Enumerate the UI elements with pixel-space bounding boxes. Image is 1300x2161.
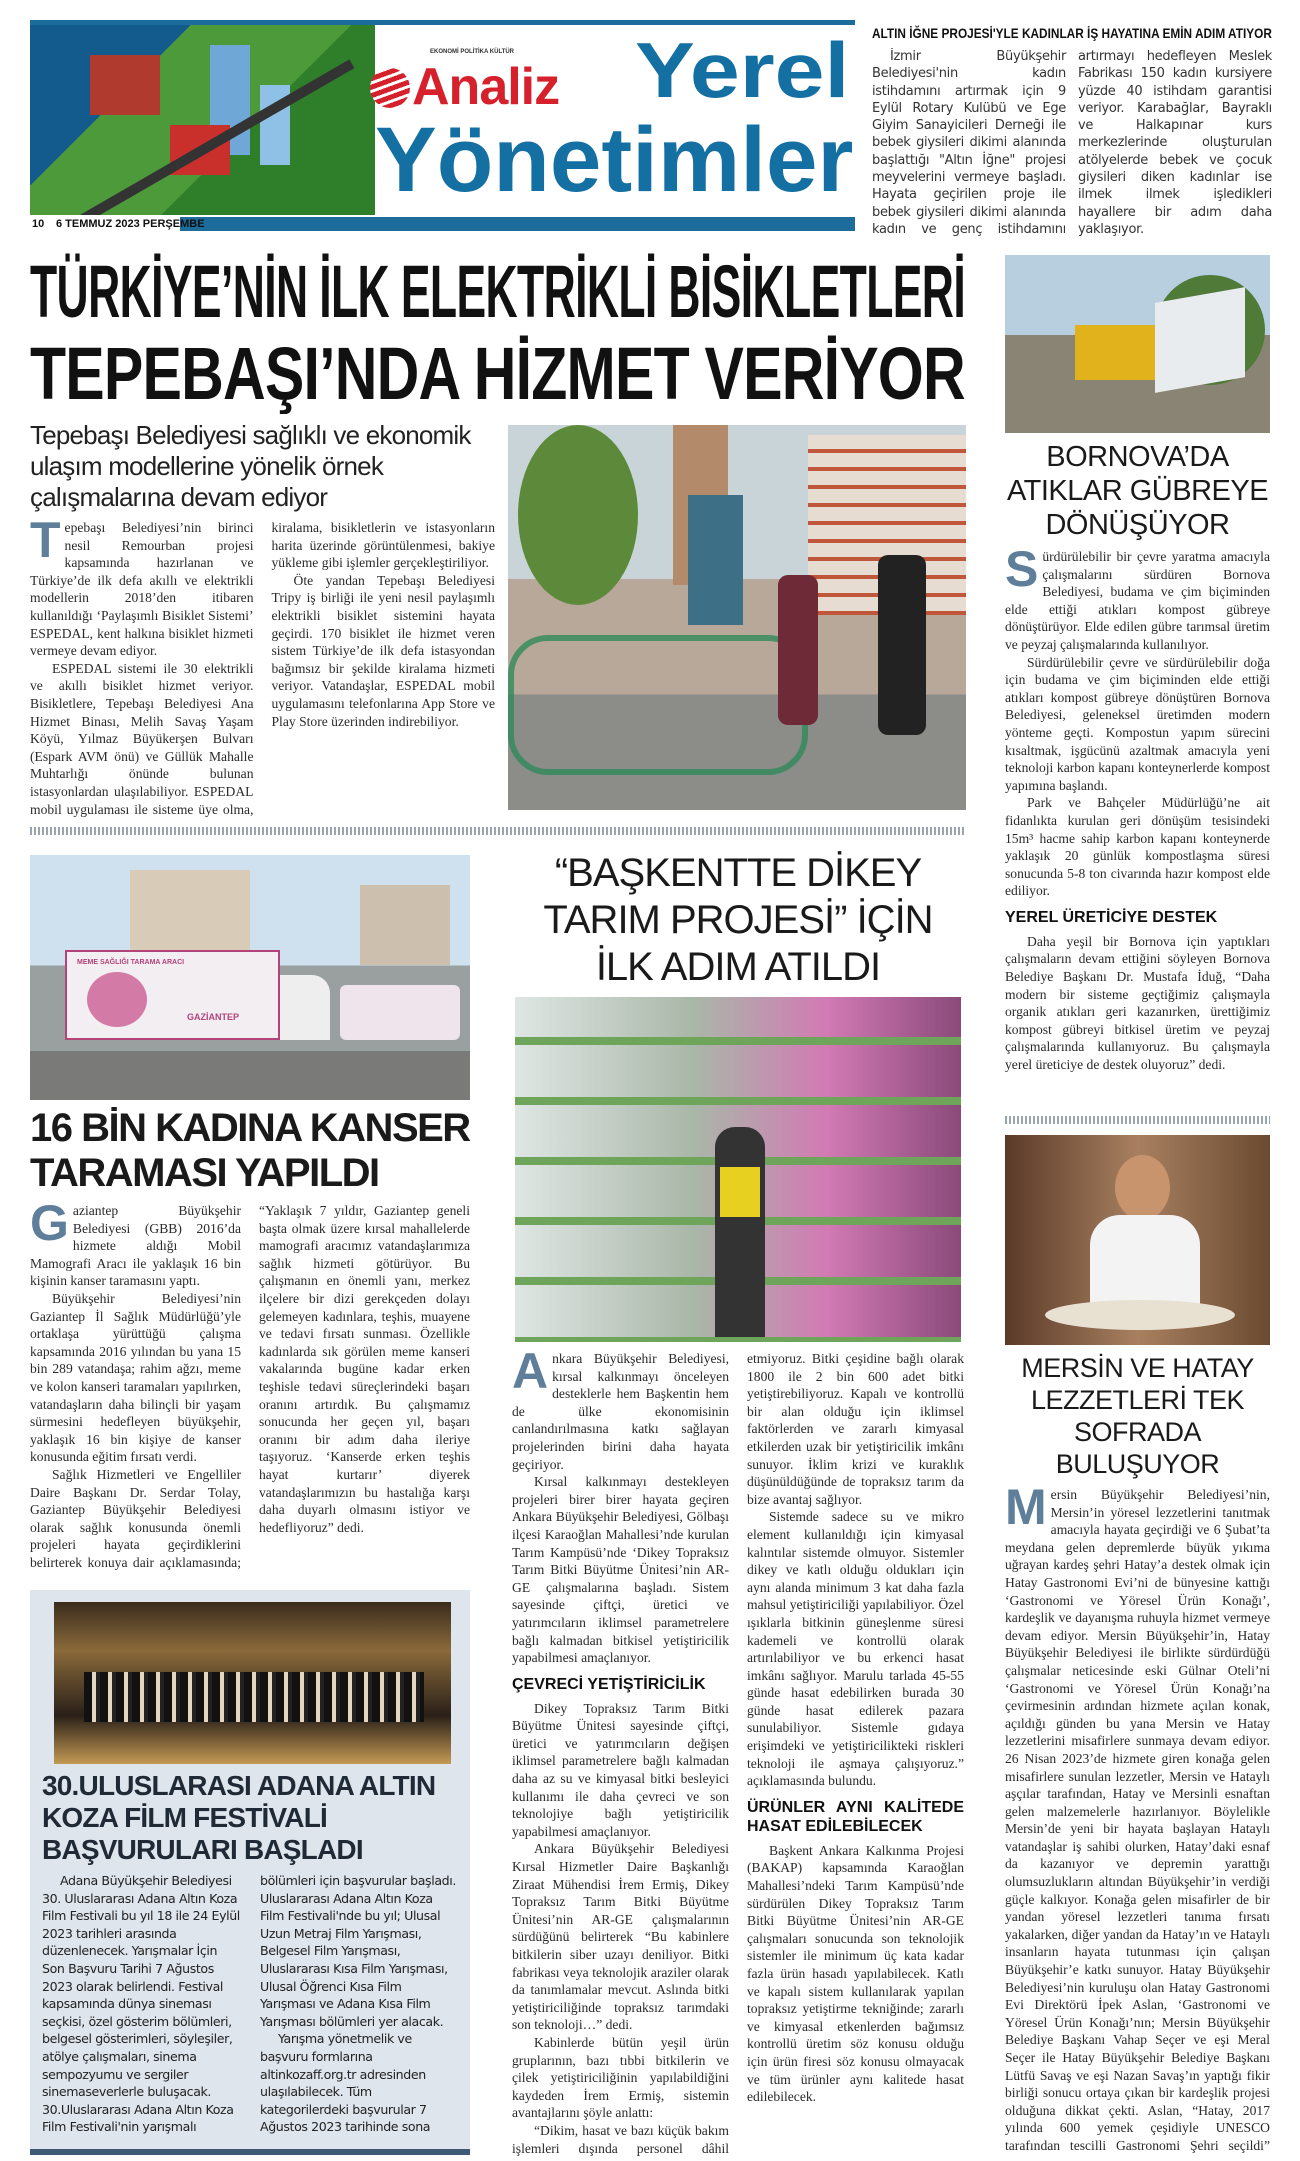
lead-body: Tepebaşı Belediyesi’nin birinci nesil Remourban projesi kapsamında hazırlanan ve Türkiye’de ilk defa akıllı ve elektrikli modellerin 2018’den itibaren kullanıldığı ‘Paylaşımlı Bisiklet Sistemi’ ESPEDAL, kent halkına bisiklet hizmeti vermeye devam ediyor. ESPEDAL sistemi ile 30 elektrikli ve akıllı bisiklet hizmet veriyor. Bisikletlere, Tepebaşı Belediyesi Ana Hizmet Binası, Melih Savaş Yaşam Köyü, Yılmaz Büyükerşen Bulvarı (Espark AVM önü) ve Güllük Mahalle Muhtarlığı önünde bulunan istasyonlardan ulaşılabiliyor. ESPEDAL mobil uygulaması ile sisteme üye olma, kiralama, bisikletlerin ve istasyonların harita üzerinde görüntülenmesi, bakiye yükleme gibi işlemler gerçekleştiriliyor. Öte yandan Tepebaşı Belediyesi Tripy iş birliği ile yeni nesil paylaşımlı elektrikli bisiklet sistemini hayata geçirdi. 170 bisiklet ile hizmet veren sistem Türkiye’de ilk defa istasyondan bağımsız bir şekilde kiralama hizmeti veriyor. Vatandaşlar, ESPEDAL mobil uygulamasını telefonlarına App Store ve Play Store üzerinden indirebiliyor. [30, 519, 495, 817]
issue-date: 6 TEMMUZ 2023 PERŞEMBE [56, 218, 205, 230]
subheading: ÜRÜNLER AYNI KALİTEDE HASAT EDİLEBİLECEK [747, 1798, 964, 1835]
mammography-truck-photo [30, 855, 470, 1100]
bike-station-photo [508, 425, 966, 810]
dikey-body: Ankara Büyükşehir Belediyesi, kırsal kalkınmayı önceleyen desteklerle hem Başkentin hem de ülke ekonomisinin canlandırılmasına katkı sağlayan projelerinden birini daha hayata geçiriyor. Kırsal kalkınmayı destekleyen projeleri birer birer hayata geçiren Ankara Büyükşehir Belediyesi, Gölbaşı ilçesi Karaoğlan Mahallesi’nde kurulan Tarım Kampüsü’nde ‘Dikey Topraksız Tarım Bitki Büyütme Ünitesi’nin AR-GE çalışmalarına başladı. Sistem sayesinde çiftçi, üretici ve yatırımcıların iklimsel parametrelere bağlı kalmadan bitkisel yetiştiricilik yapabilmesi amaçlanıyor. ÇEVRECİ YETİŞTİRİCİLİK Dikey Topraksız Tarım Bitki Büyütme Ünitesi sayesinde çiftçi, üretici ve yatırımcıların değişen iklimsel parametrelere bağlı kalmadan daha az su ve kimyasal bitki besleyici kullanımı ile daha çevreci ve son teknolojiye bağlı yetiştiricilik yapabilmesi amaçlanıyor. Ankara Büyükşehir Belediyesi Kırsal Hizmetler Daire Başkanlığı Ziraat Mühendisi İrem Ermiş, Dikey Topraksız Tarım Bitki Büyütme Ünitesi’nin AR-GE çalışmalarının sürdüğünü belirterek “Bu kabinlere bitkilerin siber uzayı deniliyor. Bitki fabrikası veya teknolojik araziler olarak da tanımlamalar mevcut. Aslında bitki yetiştiriciliğinde topraksız tarımdaki son teknoloji…” dedi. Kabinlerde bütün yeşil ürün gruplarının, bazı tıbbi bitkilerin ve çilek yetiştiriciliğinin yapılabildiğini kaydeden İrem Ermiş, sistemin avantajlarını şöyle anlattı: “Dikim, hasat ve bazı küçük bakım işlemleri dışında personel dâhil etmiyoruz. Bitki çeşidine bağlı olarak 1800 ile 2 bin 600 adet bitki yetiştirebiliyoruz. Kapalı ve kontrollü bir alan olduğu için iklimsel faktörlerden ve zararlı kimyasal etkilerden uzak bir yetiştiricilik imkânı sunuyor. İklim krizi ve kuraklık düşünüldüğünde de topraksız tarım da bize avantaj sağlıyor. Sistemde sadece su ve mikro element kullanıldığı için kimyasal kalıntılar sistemde olmuyor. Sistemler dikey ve katlı olduğu oldukları için aynı alanda minimum 3 kat daha fazla mahsul yetiştiriciliği yapılabiliyor. Özel ışıklarla bitkinin güneşlenme süresi kademeli ve kontrollü olarak artırılabiliyor ve bu erkenci hasat imkânı sağlıyor. Marulu tarlada 45-55 günde hasat edebilirken burada 30 günde hasat edilerek pazara sunulabiliyor. Sistemle gıdaya erişimdeki ve yetiştiricilikteki riskleri teknoloji ile aşmaya çalışıyoruz.” açıklamasında bulundu. ÜRÜNLER AYNI KALİTEDE HASAT EDİLEBİLECEK Başkent Ankara Kalkınma Projesi (BAKAP) kapsamında Karaoğlan Mahallesi’ndeki Tarım Kampüsü’nde sürdürülen Dikey Topraksız Tarım Bitki Büyütme Ünitesi’nin AR-GE çalışmaları sonucunda son teknolojik sistemler ile minimum üç kata kadar fazla ürün hasadı yapılabilecek. Katlı ve kapalı sistem kullanılarak yapılan topraksız yetiştirme tekniğinde; zararlı ve kimyasal etkenlerden bağımsız kontrollü üretim söz konusu olduğu için ürün firesi söz konusu olmayacak ve tüm ürünler aynı kalitede hasat edilebilecek. [512, 1350, 964, 2156]
film-body: Adana Büyükşehir Belediyesi 30. Uluslararası Adana Altın Koza Film Festivali bu yıl 18 ile 24 Eylül 2023 tarihleri arasında düzenlenecek. Yarışmalar İçin Son Başvuru Tarihi 7 Ağustos 2023 olarak belirlendi. Festival kapsamında dünya sineması seçkisi, özel gösterim bölümleri, belgesel gösterimleri, söyleşiler, atölye çalışmaları, sinema sempozyumu ve sergiler sinemaseverlerle buluşacak. 30.Uluslararası Adana Altın Koza Film Festivali'nin yarışmalı bölümleri için başvurular başladı. Uluslararası Adana Altın Koza Film Festivali'nde bu yıl; Ulusal Uzun Metraj Film Yarışması, Belgesel Film Yarışması, Uluslararası Kısa Film Yarışması, Ulusal Öğrenci Kısa Film Yarışması ve Adana Kısa Film Yarışması bölümleri yer alacak. Yarışma yönetmelik ve başvuru formlarına altinkozaff.org.tr adresinden ulaşılabilecek. Tüm kategorilerdeki başvurular 7 Ağustos 2023 tarihinde sona [42, 1873, 456, 2135]
vertical-farm-photo [515, 997, 961, 1342]
mersin-headline: MERSİN VE HATAY LEZZETLERİ TEK SOFRADA BULUŞUYOR [1021, 1353, 1254, 1479]
article-body: İzmir Büyükşehir Belediyesi'nin kadın istihdamını artırmak için 9 Eylül Rotary Kulübü ve Ege Giyim Sanayicileri Derneği ile bebek giysileri dikimi alanında başlattığı "Altın İğne" projesi meyvelerini vermeye başladı. Hayata geçirilen proje ile bebek giysileri dikimi alanında kadın ve genç istihdamını artırmayı hedefleyen Meslek Fabrikası 150 kadın kursiyere yüzde 40 istihdam garantisi veriyor. Karabağlar, Bayraklı ve Halkapınar kurs merkezlerinde oluşturulan atölyelerde bebek ve çocuk giysileri diken kadınlar ise ilmek ilmek işledikleri hayallere bir adım daha yaklaşıyor. [872, 49, 1272, 237]
section-divider [30, 827, 965, 835]
headline: ALTIN İĞNE PROJESİ'YLE KADINLAR İŞ HAYATINA EMİN ADIM ATIYOR [872, 25, 1272, 41]
truck-city-label: GAZİANTEP [187, 1012, 240, 1022]
compost-container-photo [1005, 255, 1270, 433]
festival-stage-photo [54, 1602, 451, 1764]
brand-name: Analiz [412, 58, 560, 116]
dikey-column [512, 850, 964, 2158]
dropcap: T [30, 519, 61, 568]
kanser-column [30, 1106, 470, 1582]
city-illustration [30, 25, 375, 215]
brand-swirl-icon [370, 68, 410, 108]
lead-headline-2: TEPEBAŞI’NDA HİZMET VERİYOR [30, 334, 965, 414]
film-festival-box [30, 1590, 470, 2155]
bornova-body: Sürdürülebilir bir çevre yaratma amacıyla çalışmalarını sürdüren Bornova Belediyesi, budama ve çim biçiminden elde ettiği atıkları kompost gübreye dönüştürüyor. Elde edilen gübre tarımsal üretim ve peyzaj çalışmalarında kullanılıyor. Sürdürülebilir çevre ve sürdürülebilir doğa için budama ve çim biçiminden elde ettiği atıkları kompost gübreye dönüştüren Bornova Belediyesi, geleneksel üretimden modern yönteme geçti. Kompostun yapım sürecini kısaltmak, işgücünü azaltmak amacıyla yeni teknoloji karbon kapanı konteynerlerde kompost yapımına başlandı. Park ve Bahçeler Müdürlüğü’ne ait fidanlıkta kurulan geri dönüşüm tesisindeki 15m³ hacme sahip karbon kapanı konteynerde yaklaşık 20 günlük kompostlaşma süresi sonucunda 5-8 ton civarında hazır kompost elde ediliyor. YEREL ÜRETİCİYE DESTEK Daha yeşil bir Bornova için yaptıkları çalışmaların devam ettiğini söyleyen Bornova Belediye Başkanı Dr. Mustafa İduğ, “Daha modern bir sisteme geçtiğimiz çalışmayla organik atıkları geri kazanırken, ürettiğimiz kompost gübreyi bitkisel üretim ve peyzaj çalışmalarında kullanıyoruz. Bu çalışmayla yerel üreticiye de destek oluyoruz” dedi. [1005, 548, 1270, 1073]
bornova-column [1005, 440, 1270, 1108]
dropcap: A [512, 1350, 549, 1399]
section-title-line1: Yerel [635, 26, 850, 114]
mersin-body: Mersin Büyükşehir Belediyesi’nin, Mersin’in yöresel lezzetlerini tanıtmak amacıyla hayata geçirdiği ve 6 Şubat’ta meydana gelen depremlerde büyük yıkıma uğrayan kardeş şehri Hatay’a destek olmak için Hatay Gastronomi Evi’ni de bünyesine kattığı ‘Gastronomi ve Yöresel Ürün Konağı’, kardeşlik ve dayanışma ruhuyla hizmet vermeye devam ediyor. Mersin Büyükşehir’in, Hatay Büyükşehir Belediyesi ile birlikte sürdürdüğü çalışmalar neticesinde eski Gülnar Oteli’ni ‘Gastronomi ve Yöresel Ürün Konağı’na çevirmesinin ardından hizmete açılan konak, açıldığı günden bu yana Mersin ve Hatay lezzetlerini misafirlere sunmaya devam ediyor. 26 Nisan 2023’de hizmete giren konağa gelen misafirlere sunulan lezzetler, Mersin ve Hataylı aşçılar tarafından, Hatay ve Mersinli esnaftan gelen malzemelerle hazırlanıyor. Böylelikle Mersin’de yeni bir hayata başlayan Hataylı vatandaşlar iş sahibi olurken, Hatay’daki esnaf da kazanıyor ve depremin yarattığı olumsuzlukların altından Büyükşehir’in verdiği güçle kalkıyor. Konağa gelen misafirler de bir yandan yöresel lezzetleri tanıma fırsatı yakalarken, diğer yandan da Hatay’ın ve Hataylı insanların hayata tutunması için çalışan Büyükşehir’e katkı sunuyor. Hatay Büyükşehir Belediyesi’nin kuruluşu olan Hatay Gastronomi Evi Direktörü İpek Aslan, ‘Gastronomi ve Yöresel Ürün Konağı’nın; Mersin Büyükşehir Belediye Başkanı Vahap Seçer ve eşi Meral Seçer ile Hatay Büyükşehir Belediye Başkanı Lütfü Savaş ve eşi Nazan Savaş’ın yaptığı fikir birliği sonucu ortaya çıkan bir kardeşlik projesi olduğuna dikkat çekti. Aslan, “Hatay, 2017 yılında 600 yemek çeşidiyle UNESCO tarafından tescilli Gastronomi Şehri seçildi” [1005, 1486, 1270, 2153]
page-number: 10 [32, 218, 45, 230]
dropcap: G [30, 1202, 69, 1251]
subheading: YEREL ÜRETİCİYE DESTEK [1005, 908, 1218, 926]
masthead [30, 20, 855, 238]
date-bar [30, 217, 855, 231]
dikey-headline: “BAŞKENTTE DİKEY TARIM PROJESİ” İÇİN İLK ADIM ATILDI [543, 851, 933, 989]
dropcap: M [1005, 1486, 1047, 1535]
bornova-headline: BORNOVA’DA ATIKLAR GÜBREYE DÖNÜŞÜYOR [1006, 441, 1269, 541]
brand-tagline: EKONOMİ POLİTİKA KÜLTÜR [430, 49, 514, 55]
subheading: ÇEVRECİ YETİŞTİRİCİLİK [512, 1675, 706, 1693]
lead-headline-1: TÜRKİYE’NİN İLK ELEKTRİKLİ BİSİKLETLERİ [30, 252, 965, 332]
chef-photo [1005, 1135, 1270, 1345]
section-divider [1005, 1116, 1270, 1124]
truck-label: MEME SAĞLIĞI TARAMA ARACI [77, 959, 185, 966]
article-altin-igne [872, 24, 1272, 239]
section-title-line2: Yönetimler [375, 109, 854, 211]
dropcap: S [1005, 548, 1039, 597]
lead-deck: Tepebaşı Belediyesi sağlıklı ve ekonomik ulaşım modellerine yönelik örnek çalışmalarına devam ediyor [30, 420, 471, 512]
brand-logo [370, 48, 625, 118]
film-box-bottom-bar [30, 2149, 470, 2155]
mersin-column [1005, 1352, 1270, 2157]
kanser-headline: 16 BİN KADINA KANSER TARAMASI YAPILDI [30, 1106, 470, 1195]
lead-column [30, 420, 495, 822]
kanser-body: Gaziantep Büyükşehir Belediyesi (GBB) 2016’da hizmete aldığı Mobil Mamografi Aracı ile yaklaşık 16 bin kişinin kanser taramasını yaptı. Büyükşehir Belediyesi’nin Gaziantep İl Sağlık Müdürlüğü’yle ortaklaşa yürüttüğü çalışma kapsamında 2016 yılından bu yana 15 bin 289 vatandaşa; rahim ağzı, meme ve kolon kanseri taramaları yapılırken, vatandaşların daha bilinçli bir yaşam sürmesini hedefleyen büyükşehir, yaklaşık 16 bin kişiye de kanser konusunda eğitim fırsatı verdi. Sağlık Hizmetleri ve Engelliler Daire Başkanı Dr. Serdar Tolay, Gaziantep Büyükşehir Belediyesi olarak sağlık konusunda önemli projeleri hayata geçirdiklerini belirterek konuya dair açıklamasında; “Yaklaşık 7 yıldır, Gaziantep geneli başta olmak üzere kırsal mahallelerde mamografi aracımız vatandaşlarımıza sağlık hizmeti götürüyor. Bu çalışmanın en önemli yanı, merkez ilçelere bir dizi gerekçeden dolayı gelemeyen kadınlara, teşhis, muayene ve tedavi fırsatı sunması. Özellikle kadınlarda sık görülen meme kanseri vakalarında bugüne kadar erken teşhisle tedavi süreçlerindeki başarı oranını artırdık. Bu çalışmamız sonucunda her geçen yıl, başarı oranını bir adım daha ileriye taşıyoruz. ‘Kanserde erken teşhis hayat kurtarır’ diyerek vatandaşlarımızın bu hastalığa karşı daha duyarlı olmasını istiyor ve hedefliyoruz” dedi. [30, 1202, 470, 1570]
film-headline: 30.ULUSLARASI ADANA ALTIN KOZA FİLM FESTİVALİ BAŞVURULARI BAŞLADI [42, 1770, 436, 1865]
